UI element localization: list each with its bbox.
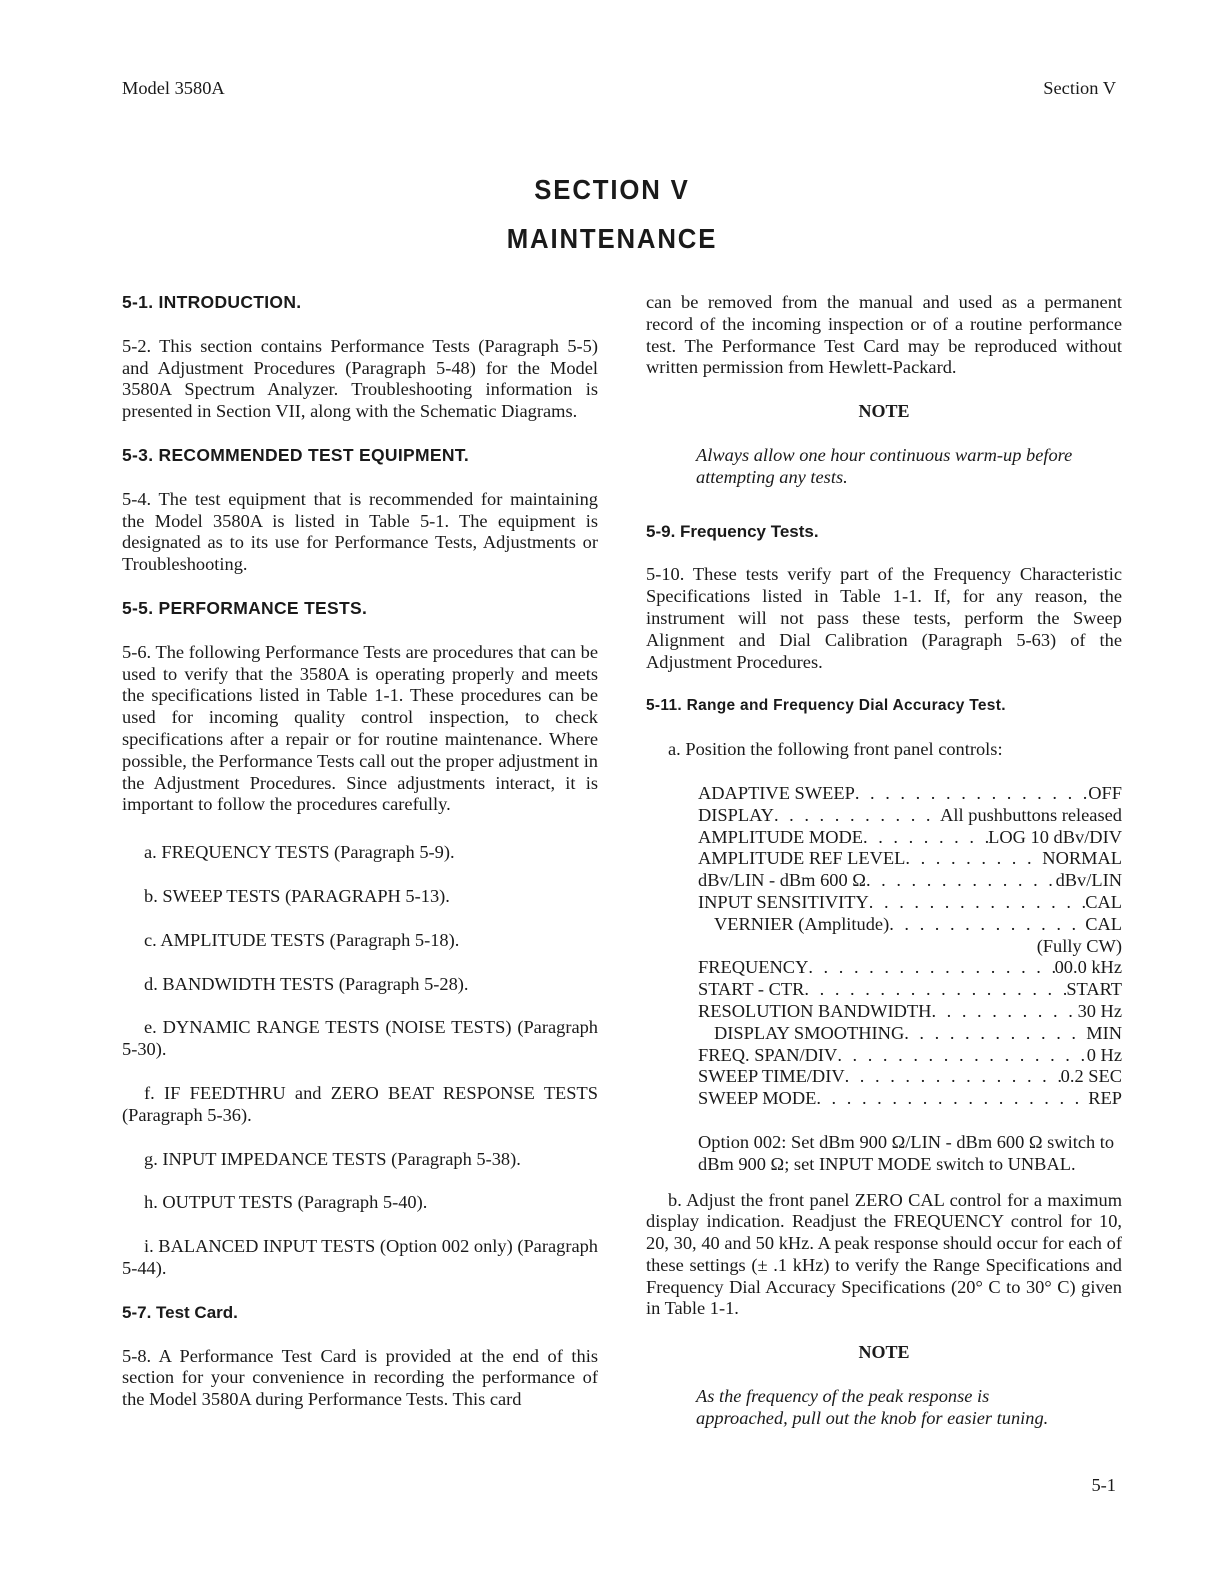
setting-label: VERNIER (Amplitude): [714, 913, 890, 934]
setting-label: AMPLITUDE REF LEVEL: [698, 848, 906, 869]
setting-value: 30 Hz: [1077, 1000, 1122, 1021]
list-item: b. SWEEP TESTS (PARAGRAPH 5-13).: [144, 885, 450, 906]
setting-value: START: [1066, 979, 1122, 1000]
setting-label: SWEEP TIME/DIV: [698, 1066, 845, 1087]
heading-performance-tests: 5-5. PERFORMANCE TESTS.: [122, 597, 368, 618]
setting-value: 0 Hz: [1086, 1044, 1122, 1065]
setting-value: 00.0 kHz: [1054, 957, 1122, 978]
list-item: e. DYNAMIC RANGE TESTS (NOISE TESTS) (Paragraph 5-30).: [122, 1017, 598, 1060]
list-item: c. AMPLITUDE TESTS (Paragraph 5-18).: [144, 929, 460, 950]
setting-label: START - CTR: [698, 979, 805, 1000]
heading-test-card: 5-7. Test Card.: [122, 1302, 238, 1322]
setting-label: dBv/LIN - dBm 600 Ω: [698, 870, 866, 891]
setting-value: NORMAL: [1042, 848, 1122, 869]
setting-row: [698, 1023, 1122, 1045]
paragraph-5-10: 5-10. These tests verify part of the Frequency Characteristic Specifications listed in Table 1-1. If, for any reason, the instrument will not pass these tests, perform the Sweep Alignment and Dial Calibration (Paragraph 5-63) of the Adjustment Procedures.: [646, 564, 1122, 672]
setting-value: CAL: [1085, 891, 1122, 912]
setting-row: [698, 1045, 1122, 1067]
option-002-note: Option 002: Set dBm 900 Ω/LIN - dBm 600 Ω switch to dBm 900 Ω; set INPUT MODE switch to UNBAL.: [698, 1131, 1115, 1174]
heading-test-equipment: 5-3. RECOMMENDED TEST EQUIPMENT.: [122, 444, 469, 465]
setting-value: LOG 10 dBv/DIV: [988, 826, 1122, 847]
setting-value: OFF: [1088, 782, 1122, 803]
setting-row: [698, 979, 1122, 1001]
paragraph-5-8: 5-8. A Performance Test Card is provided at the end of this section for your convenience in recording the performance of the Model 3580A during Performance Tests. This card: [122, 1345, 598, 1410]
header-section: Section V: [1043, 78, 1116, 98]
left-column: [122, 292, 598, 1411]
setting-row: [698, 1066, 1122, 1088]
setting-row: [698, 870, 1122, 892]
setting-fully-cw: (Fully CW): [1036, 935, 1122, 956]
setting-row: [698, 805, 1122, 827]
section-subtitle: MAINTENANCE: [506, 223, 718, 254]
setting-value: 0.2 SEC: [1060, 1066, 1122, 1087]
list-item: i. BALANCED INPUT TESTS (Option 002 only) (Paragraph 5-44).: [122, 1236, 598, 1278]
setting-label: SWEEP MODE: [698, 1088, 817, 1109]
note-tuning: As the frequency of the peak response is approached, pull out the knob for easier tuning.: [696, 1386, 1049, 1428]
step-a: a. Position the following front panel controls:: [668, 739, 1003, 760]
list-item: g. INPUT IMPEDANCE TESTS (Paragraph 5-38).: [144, 1148, 521, 1169]
header-model: Model 3580A: [122, 78, 225, 98]
heading-frequency-tests: 5-9. Frequency Tests.: [646, 521, 819, 541]
heading-range-dial-test: 5-11. Range and Frequency Dial Accuracy Test.: [646, 697, 1006, 715]
control-settings-list: [646, 783, 1122, 1110]
setting-value: CAL: [1085, 913, 1122, 934]
setting-row: [698, 914, 1122, 936]
step-b: b. Adjust the front panel ZERO CAL control for a maximum display indication. Readjust the FREQUENCY control for 10, 20, 30, 40 and 50 kHz. A peak response should occur for each of these settings (± .1 kHz) to verify the Range Specifications and Frequency Dial Accuracy Specifications (20° C to 30° C) given in Table 1-1.: [646, 1189, 1122, 1319]
setting-value: REP: [1088, 1088, 1122, 1109]
setting-row: [698, 1088, 1122, 1110]
setting-value: dBv/LIN: [1055, 870, 1122, 891]
setting-row: [698, 892, 1122, 914]
setting-value: All pushbuttons released: [940, 804, 1122, 825]
list-item: a. FREQUENCY TESTS (Paragraph 5-9).: [144, 842, 455, 863]
paragraph-continued: can be removed from the manual and used as a permanent record of the incoming inspection or of a routine performance test. The Performance Test Card may be reproduced without written permission from Hewlett-Packard.: [646, 292, 1122, 378]
setting-row: [698, 1001, 1122, 1023]
note-heading: NOTE: [858, 401, 910, 422]
note-heading: NOTE: [858, 1342, 910, 1363]
setting-label: INPUT SENSITIVITY: [698, 891, 869, 912]
heading-introduction: 5-1. INTRODUCTION.: [122, 292, 302, 312]
setting-label: FREQUENCY: [698, 957, 809, 978]
setting-label: DISPLAY SMOOTHING: [714, 1022, 905, 1043]
setting-row: [698, 848, 1122, 870]
right-column: [646, 292, 1122, 1430]
note-warmup: Always allow one hour continuous warm-up before attempting any tests.: [696, 444, 1073, 487]
setting-row: [698, 783, 1122, 805]
list-item: d. BANDWIDTH TESTS (Paragraph 5-28).: [144, 973, 469, 994]
paragraph-5-6: 5-6. The following Performance Tests are procedures that can be used to verify that the 3580A is operating properly and meets the specifications listed in Table 1-1. These procedures can be used for incoming quality control inspection, to check specifications after a repair or for routine maintenance. Where possible, the Performance Tests call out the proper adjustment in the Adjustment Procedures. Since adjustments interact, it is important to follow the procedures carefully.: [122, 641, 598, 815]
setting-label: DISPLAY: [698, 804, 774, 825]
setting-row: [698, 957, 1122, 979]
setting-value: MIN: [1086, 1022, 1122, 1043]
setting-label: ADAPTIVE SWEEP: [698, 782, 855, 803]
setting-row: [698, 827, 1122, 849]
paragraph-5-2: 5-2. This section contains Performance Tests (Paragraph 5-5) and Adjustment Procedures (Paragraph 5-48) for the Model 3580A Spectrum Analyzer. Troubleshooting information is presented in Section VII, along with the Schematic Diagrams.: [122, 335, 598, 422]
setting-label: FREQ. SPAN/DIV: [698, 1044, 838, 1065]
list-item: h. OUTPUT TESTS (Paragraph 5-40).: [144, 1192, 428, 1213]
setting-label: AMPLITUDE MODE: [698, 826, 863, 847]
list-item: f. IF FEEDTHRU and ZERO BEAT RESPONSE TESTS (Paragraph 5-36).: [122, 1082, 598, 1125]
paragraph-5-4: 5-4. The test equipment that is recommended for maintaining the Model 3580A is listed in Table 5-1. The equipment is designated as to its use for Performance Tests, Adjustments or Troubleshooting.: [122, 488, 598, 575]
section-title: SECTION V: [534, 174, 690, 205]
setting-label: RESOLUTION BANDWIDTH: [698, 1000, 932, 1021]
page-number: 5-1: [1091, 1475, 1116, 1495]
